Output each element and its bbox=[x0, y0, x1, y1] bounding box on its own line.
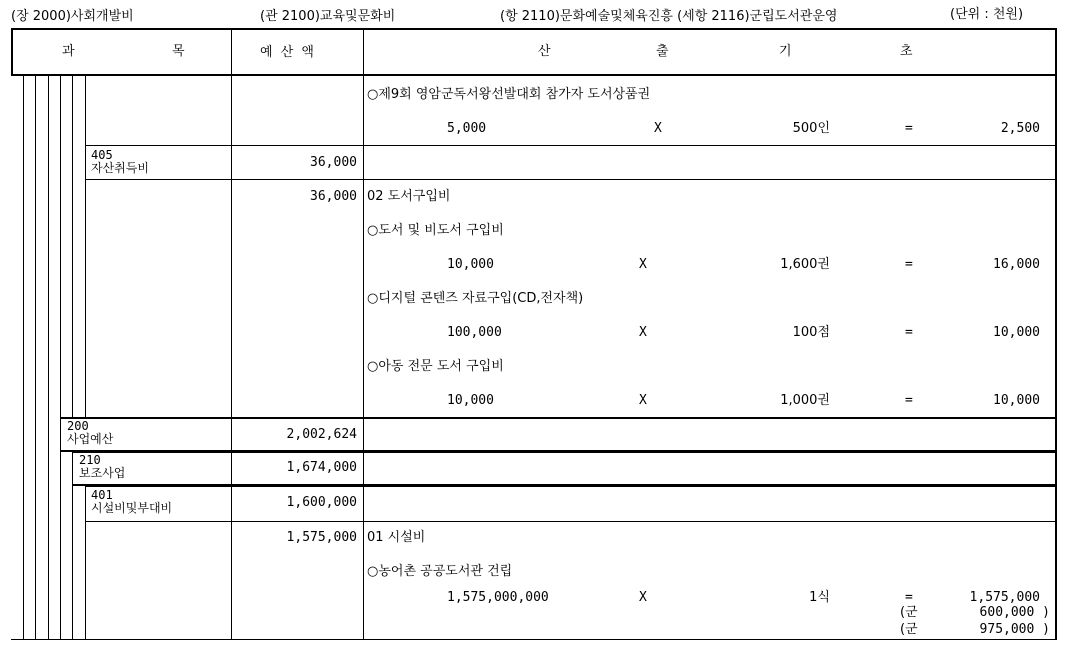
row200-name: 사업예산 bbox=[67, 432, 114, 446]
block2-item3-eq: = bbox=[905, 393, 913, 408]
block2-item2-b: 100점 bbox=[792, 325, 830, 340]
block2-item3-a: 10,000 bbox=[447, 393, 494, 408]
block2-item2-result: 10,000 bbox=[993, 325, 1040, 340]
header-left-border bbox=[11, 28, 13, 76]
row-sep-405-top bbox=[85, 145, 1057, 146]
row200-amount: 2,002,624 bbox=[286, 427, 357, 442]
row-sep-401-bottom bbox=[85, 521, 1057, 522]
row-sep-401-top bbox=[85, 486, 1057, 487]
header-hang: (항 2110)문화예술및체육진흥 (세항 2116)군립도서관운영 bbox=[500, 9, 838, 24]
block3-calc-b: 1식 bbox=[809, 590, 830, 605]
table-top-border bbox=[11, 28, 1057, 30]
block3-sub2-value: 975,000 ) bbox=[979, 622, 1050, 637]
hier-line-4 bbox=[60, 76, 61, 640]
hier-line-5a bbox=[72, 76, 73, 419]
block1-item: ○제9회 영암군독서왕선발대회 참가자 도서상품권 bbox=[367, 87, 651, 102]
row210-amount: 1,674,000 bbox=[286, 460, 357, 475]
block3-sub1-prefix: (군 bbox=[900, 605, 918, 620]
block3-calc-eq: = bbox=[905, 590, 913, 605]
col-header-basis-4: 초 bbox=[900, 44, 913, 59]
block2-item2-x: X bbox=[639, 325, 647, 340]
block3-calc-x: X bbox=[639, 590, 647, 605]
row405-code: 405 bbox=[91, 148, 113, 162]
right-border-thick bbox=[1055, 417, 1057, 486]
hier-line-6b bbox=[85, 487, 86, 640]
block2-item2-a: 100,000 bbox=[447, 325, 502, 340]
block2-item2-eq: = bbox=[905, 325, 913, 340]
table-bottom-border bbox=[11, 639, 1057, 640]
block3-item: ○농어촌 공공도서관 건립 bbox=[367, 564, 513, 579]
block2-item1-label: ○도서 및 비도서 구입비 bbox=[367, 223, 504, 238]
block2-item1-eq: = bbox=[905, 257, 913, 272]
row-sep-405-bottom bbox=[85, 179, 1057, 180]
table-right-border bbox=[1055, 28, 1057, 640]
row401-name: 시설비및부대비 bbox=[91, 501, 173, 515]
block2-title: 02 도서구입비 bbox=[367, 189, 451, 204]
block1-calc-result: 2,500 bbox=[1000, 121, 1040, 136]
row-sep-210-top bbox=[72, 452, 1057, 453]
col-divider-2 bbox=[363, 28, 364, 640]
block2-item3-label: ○아동 전문 도서 구입비 bbox=[367, 359, 504, 374]
hier-line-3 bbox=[48, 76, 49, 640]
col-header-budget: 예 산 액 bbox=[260, 45, 316, 60]
hier-line-5b bbox=[72, 452, 73, 640]
block3-sub1-value: 600,000 ) bbox=[979, 605, 1050, 620]
block2-amount: 36,000 bbox=[310, 189, 357, 204]
col-header-basis-3: 기 bbox=[779, 44, 792, 59]
col-header-gwamok-1: 과 bbox=[62, 44, 75, 59]
hier-line-1 bbox=[23, 76, 24, 640]
block2-item1-x: X bbox=[639, 257, 647, 272]
header-jang: (장 2000)사회개발비 bbox=[11, 9, 134, 24]
row401-amount: 1,600,000 bbox=[286, 495, 357, 510]
block1-calc-eq: = bbox=[905, 121, 913, 136]
block1-calc-b: 500인 bbox=[792, 121, 830, 136]
block2-item1-result: 16,000 bbox=[993, 257, 1040, 272]
block1-calc-x: X bbox=[654, 121, 662, 136]
block2-item3-b: 1,000권 bbox=[780, 393, 830, 408]
col-divider-1 bbox=[231, 28, 232, 640]
row-sep-200-top bbox=[60, 417, 1057, 419]
hier-line-6a bbox=[85, 76, 86, 419]
block3-title: 01 시설비 bbox=[367, 530, 426, 545]
row405-name: 자산취득비 bbox=[91, 161, 149, 175]
row200-code: 200 bbox=[67, 419, 89, 433]
col-header-basis-2: 출 bbox=[656, 44, 669, 59]
block2-item3-result: 10,000 bbox=[993, 393, 1040, 408]
block2-item1-b: 1,600권 bbox=[780, 257, 830, 272]
col-header-basis-1: 산 bbox=[538, 44, 551, 59]
block1-calc-a: 5,000 bbox=[447, 121, 487, 136]
header-unit: (단위 : 천원) bbox=[950, 7, 1024, 22]
block2-item2-label: ○디지털 콘텐즈 자료구입(CD,전자책) bbox=[367, 291, 584, 306]
block2-item3-x: X bbox=[639, 393, 647, 408]
block3-calc-a: 1,575,000,000 bbox=[447, 590, 549, 605]
header-bottom-border bbox=[11, 74, 1057, 76]
row401-code: 401 bbox=[91, 488, 113, 502]
hier-line-2 bbox=[35, 76, 36, 640]
block3-calc-result: 1,575,000 bbox=[969, 590, 1040, 605]
header-gwan: (관 2100)교육및문화비 bbox=[260, 9, 396, 24]
block2-item1-a: 10,000 bbox=[447, 257, 494, 272]
row210-name: 보조사업 bbox=[79, 466, 126, 480]
block3-amount: 1,575,000 bbox=[286, 530, 357, 545]
col-header-gwamok-2: 목 bbox=[172, 44, 185, 59]
row210-code: 210 bbox=[79, 453, 101, 467]
block3-sub2-prefix: (군 bbox=[900, 622, 918, 637]
row405-amount: 36,000 bbox=[310, 155, 357, 170]
